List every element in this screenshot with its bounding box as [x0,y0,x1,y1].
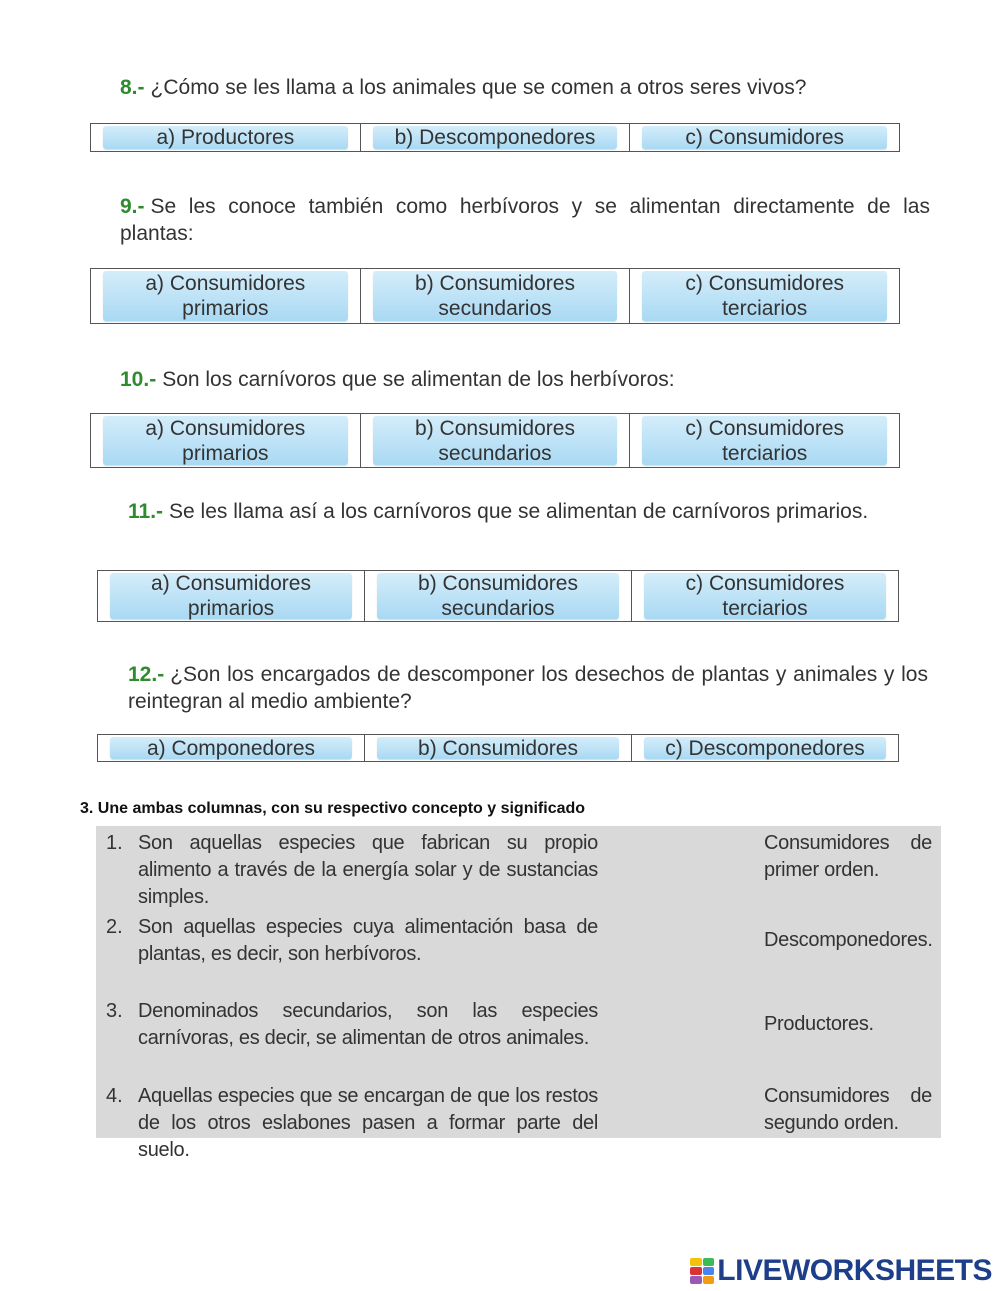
option-b-q12[interactable]: b) Consumidores [377,737,619,759]
option-b-q8[interactable]: b) Descomponedores [373,126,618,149]
logo-mark-icon [690,1258,714,1284]
logo-block [690,1276,702,1284]
question-10 [120,366,930,393]
option-line: a) Consumidores [145,272,306,295]
option-a-q12[interactable]: a) Componedores [110,737,352,759]
logo-text: LIVEWORKSHEETS [717,1254,992,1287]
option-line: b) Consumidores [418,572,578,595]
row-number: 4. [106,1085,123,1107]
row-term[interactable]: Productores. [764,1013,874,1035]
option-line: secundarios [438,441,552,465]
logo-block [690,1258,702,1266]
row-definition: Son aquellas especies cuya alimentación basa de plantas, es decir, son herbívoros. [138,916,598,965]
option-a-q11[interactable] [110,573,352,619]
matching-table [96,826,941,1161]
option-line: terciarios [722,297,808,320]
option-c-q9[interactable] [642,271,887,321]
option-b-q10[interactable] [373,416,618,465]
liveworksheets-logo [690,1254,992,1288]
option-a-q9[interactable] [103,271,348,321]
option-c-q11[interactable] [644,573,886,619]
row-definition: Son aquellas especies que fabrican su propio alimento a través de la energía solar y de sustancias simples. [138,832,598,908]
question-9 [120,193,930,247]
option-line: primarios [182,441,269,465]
options-q10 [90,413,900,468]
options-q11 [97,570,899,622]
option-line: c) Consumidores [685,572,845,595]
option-a-q10[interactable] [103,416,348,465]
question-text: Se les conoce también como herbívoros y se alimentan directamente de las plantas: [120,195,930,245]
option-line: b) Consumidores [415,416,575,440]
question-12 [128,661,928,715]
row-number: 2. [106,916,123,938]
option-c-q8[interactable]: c) Consumidores [642,126,887,149]
options-q12 [97,734,899,762]
option-line: a) Consumidores [145,416,306,440]
question-text: Son los carnívoros que se alimentan de los herbívoros: [162,368,675,391]
question-text: ¿Son los encargados de descomponer los desechos de plantas y animales y los reintegran al medio ambiente? [128,663,928,713]
question-text: ¿Cómo se les llama a los animales que se comen a otros seres vivos? [150,76,807,99]
options-q9 [90,268,900,324]
option-line: c) Consumidores [685,416,845,440]
question-number: 10.- [120,368,157,391]
option-line: b) Consumidores [415,272,575,295]
option-c-q10[interactable] [642,416,887,465]
option-line: c) Consumidores [685,272,845,295]
question-11 [128,498,928,525]
logo-block [703,1276,715,1284]
option-line: secundarios [438,297,552,320]
row-term[interactable]: Consumidores de segundo orden. [764,1085,932,1134]
question-number: 12.- [128,663,165,686]
option-c-q12[interactable]: c) Descomponedores [644,737,886,759]
logo-block [703,1258,715,1266]
row-number: 3. [106,1000,123,1022]
question-number: 9.- [120,195,145,218]
option-a-q8[interactable]: a) Productores [103,126,348,149]
logo-block [703,1267,715,1275]
option-b-q11[interactable] [377,573,619,619]
section-title: 3. Une ambas columnas, con su respectivo concepto y significado [80,800,586,817]
option-line: primarios [182,297,269,320]
option-line: primarios [187,597,275,620]
option-line: terciarios [722,597,808,620]
option-line: terciarios [722,441,808,465]
option-line: secundarios [441,597,555,620]
option-b-q9[interactable] [373,271,618,321]
row-definition: Aquellas especies que se encargan de que los restos de los otros eslabones pasen a formar parte del suelo. [138,1085,598,1161]
row-term[interactable]: Descomponedores. [764,929,933,951]
option-line: a) Consumidores [151,572,311,595]
options-q8 [90,123,900,152]
row-term[interactable]: Consumidores de primer orden. [764,832,932,881]
question-number: 11.- [128,500,164,523]
logo-block [690,1267,702,1275]
question-text: Se les llama así a los carnívoros que se alimentan de carnívoros primarios. [169,500,869,523]
row-number: 1. [106,832,123,854]
question-number: 8.- [120,76,145,99]
row-definition: Denominados secundarios, son las especies carnívoras, es decir, se alimentan de otros animales. [138,1000,598,1049]
question-8 [120,74,930,101]
